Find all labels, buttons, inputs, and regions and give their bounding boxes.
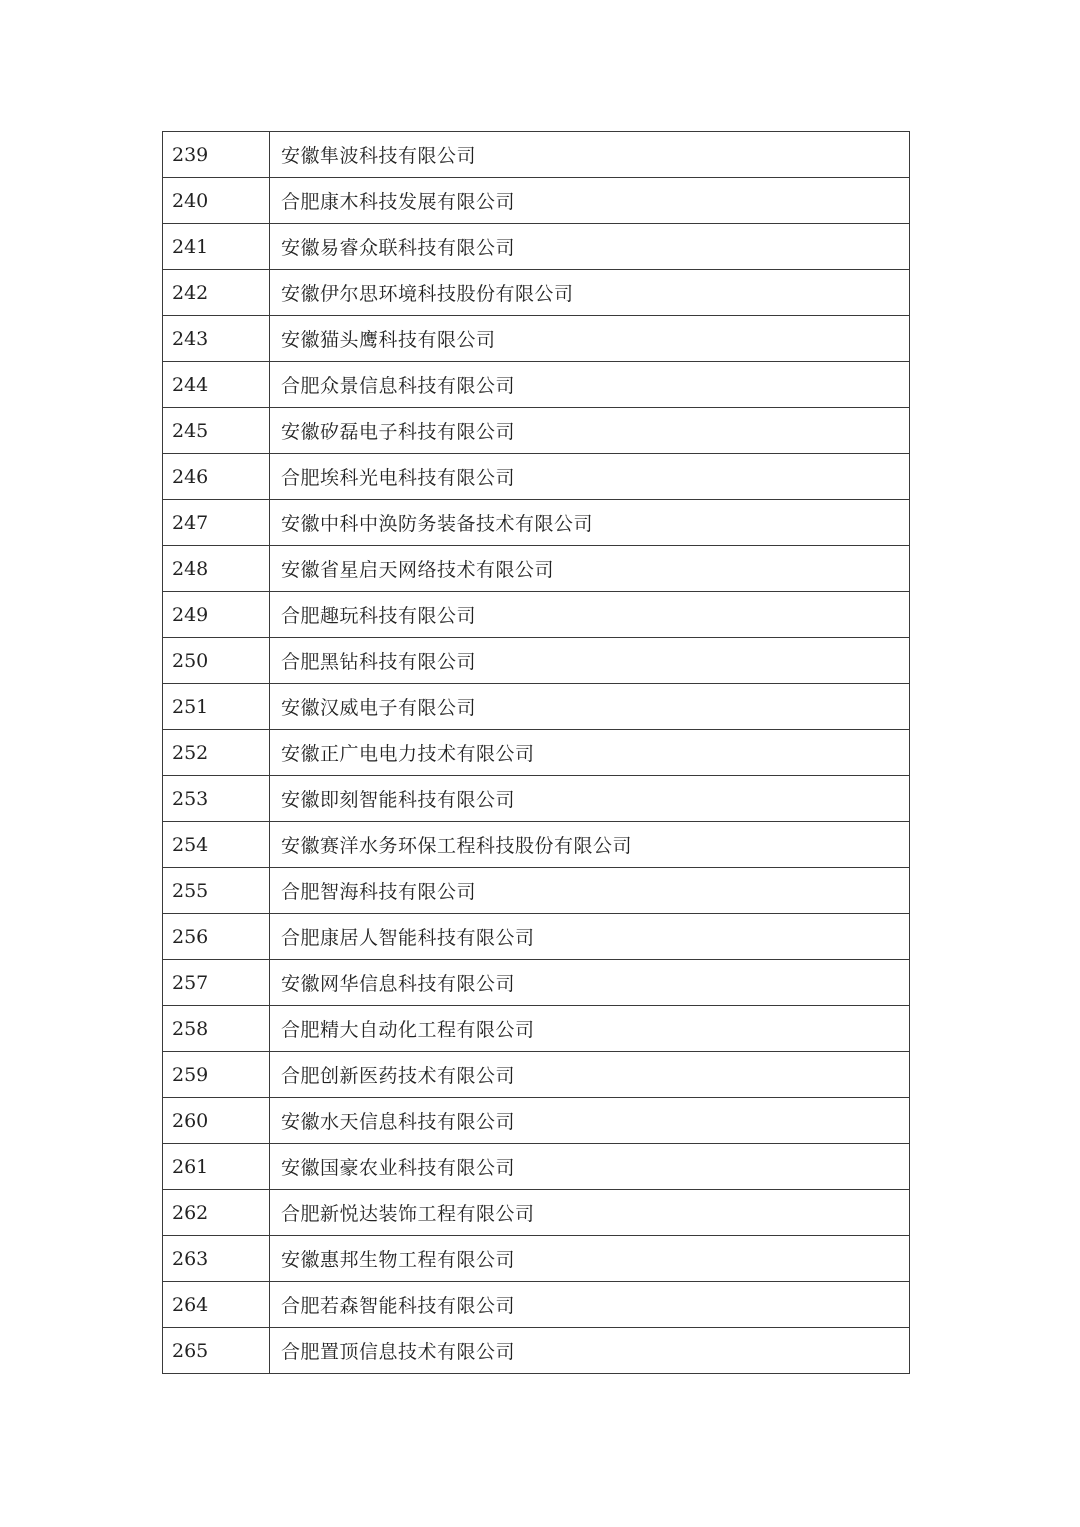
row-number: 239 bbox=[163, 132, 270, 178]
company-name: 合肥趣玩科技有限公司 bbox=[270, 592, 910, 638]
row-number: 260 bbox=[163, 1098, 270, 1144]
company-name: 合肥埃科光电科技有限公司 bbox=[270, 454, 910, 500]
table-row bbox=[163, 546, 910, 592]
table-row bbox=[163, 1098, 910, 1144]
company-name: 合肥创新医药技术有限公司 bbox=[270, 1052, 910, 1098]
table-row bbox=[163, 1282, 910, 1328]
row-number: 255 bbox=[163, 868, 270, 914]
company-name: 合肥若森智能科技有限公司 bbox=[270, 1282, 910, 1328]
row-number: 251 bbox=[163, 684, 270, 730]
company-name: 安徽易睿众联科技有限公司 bbox=[270, 224, 910, 270]
row-number: 250 bbox=[163, 638, 270, 684]
row-number: 246 bbox=[163, 454, 270, 500]
row-number: 247 bbox=[163, 500, 270, 546]
company-name: 合肥智海科技有限公司 bbox=[270, 868, 910, 914]
row-number: 259 bbox=[163, 1052, 270, 1098]
table-row bbox=[163, 500, 910, 546]
row-number: 256 bbox=[163, 914, 270, 960]
table-row bbox=[163, 316, 910, 362]
table-row bbox=[163, 1052, 910, 1098]
row-number: 264 bbox=[163, 1282, 270, 1328]
table-row bbox=[163, 776, 910, 822]
row-number: 254 bbox=[163, 822, 270, 868]
company-list-table bbox=[162, 131, 910, 1374]
table-row bbox=[163, 822, 910, 868]
company-name: 安徽伊尔思环境科技股份有限公司 bbox=[270, 270, 910, 316]
row-number: 245 bbox=[163, 408, 270, 454]
company-name: 安徽中科中涣防务装备技术有限公司 bbox=[270, 500, 910, 546]
row-number: 265 bbox=[163, 1328, 270, 1374]
row-number: 241 bbox=[163, 224, 270, 270]
table-row bbox=[163, 592, 910, 638]
company-name: 安徽网华信息科技有限公司 bbox=[270, 960, 910, 1006]
company-name: 安徽隼波科技有限公司 bbox=[270, 132, 910, 178]
table-row bbox=[163, 684, 910, 730]
table-row bbox=[163, 960, 910, 1006]
table-row bbox=[163, 1190, 910, 1236]
company-name: 合肥精大自动化工程有限公司 bbox=[270, 1006, 910, 1052]
company-name: 安徽国豪农业科技有限公司 bbox=[270, 1144, 910, 1190]
row-number: 258 bbox=[163, 1006, 270, 1052]
company-name: 安徽惠邦生物工程有限公司 bbox=[270, 1236, 910, 1282]
table-row bbox=[163, 1144, 910, 1190]
company-name: 合肥康木科技发展有限公司 bbox=[270, 178, 910, 224]
company-name: 安徽汉威电子有限公司 bbox=[270, 684, 910, 730]
company-name: 安徽正广电电力技术有限公司 bbox=[270, 730, 910, 776]
table-row bbox=[163, 132, 910, 178]
row-number: 262 bbox=[163, 1190, 270, 1236]
row-number: 248 bbox=[163, 546, 270, 592]
table-row bbox=[163, 270, 910, 316]
table-row bbox=[163, 454, 910, 500]
company-name: 合肥黑钻科技有限公司 bbox=[270, 638, 910, 684]
table-row bbox=[163, 224, 910, 270]
company-name: 安徽省星启天网络技术有限公司 bbox=[270, 546, 910, 592]
table-body bbox=[163, 132, 910, 1374]
table-row bbox=[163, 638, 910, 684]
company-name: 安徽猫头鹰科技有限公司 bbox=[270, 316, 910, 362]
table-row bbox=[163, 178, 910, 224]
company-name: 合肥众景信息科技有限公司 bbox=[270, 362, 910, 408]
table-row bbox=[163, 408, 910, 454]
table-row bbox=[163, 914, 910, 960]
row-number: 261 bbox=[163, 1144, 270, 1190]
company-name: 合肥置顶信息技术有限公司 bbox=[270, 1328, 910, 1374]
row-number: 252 bbox=[163, 730, 270, 776]
company-name: 合肥新悦达装饰工程有限公司 bbox=[270, 1190, 910, 1236]
row-number: 243 bbox=[163, 316, 270, 362]
row-number: 257 bbox=[163, 960, 270, 1006]
table-row bbox=[163, 730, 910, 776]
row-number: 263 bbox=[163, 1236, 270, 1282]
company-name: 安徽赛洋水务环保工程科技股份有限公司 bbox=[270, 822, 910, 868]
row-number: 242 bbox=[163, 270, 270, 316]
row-number: 244 bbox=[163, 362, 270, 408]
table-row bbox=[163, 1006, 910, 1052]
company-name: 安徽矽磊电子科技有限公司 bbox=[270, 408, 910, 454]
company-name: 安徽水天信息科技有限公司 bbox=[270, 1098, 910, 1144]
company-name: 合肥康居人智能科技有限公司 bbox=[270, 914, 910, 960]
row-number: 249 bbox=[163, 592, 270, 638]
table-row bbox=[163, 1328, 910, 1374]
table-row bbox=[163, 362, 910, 408]
table-row bbox=[163, 1236, 910, 1282]
company-name: 安徽即刻智能科技有限公司 bbox=[270, 776, 910, 822]
row-number: 240 bbox=[163, 178, 270, 224]
table-row bbox=[163, 868, 910, 914]
row-number: 253 bbox=[163, 776, 270, 822]
